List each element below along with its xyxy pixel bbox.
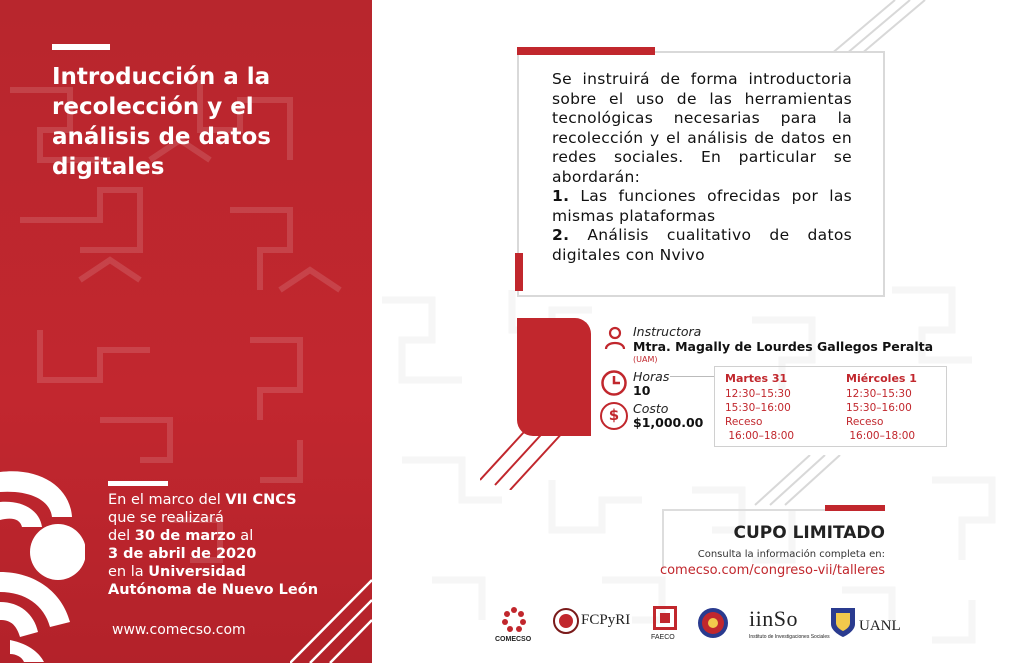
sponsor-logos <box>495 600 915 650</box>
instructor-name: Mtra. Magally de Lourdes Gallegos Peralta <box>633 339 934 354</box>
fcpyri-seal-icon <box>553 608 579 634</box>
instructor-institution: (UAM) <box>633 355 658 364</box>
comecso-logo-icon <box>501 606 527 634</box>
uanl-logo-text: UANL <box>859 618 901 634</box>
iinso-logo-text: iinSo <box>749 606 798 631</box>
fcpyri-logo-text: FCPyRI <box>581 612 631 628</box>
schedule-slot: 15:30–16:00 <box>725 402 791 414</box>
clock-icon <box>600 369 628 397</box>
event-info: En el marco del VII CNCS que se realizará del 30 de marzo al 3 de abril de 2020 en la Universidad Autónoma de Nuevo León <box>108 492 319 598</box>
description-accent-side <box>515 253 523 291</box>
schedule-slot: Receso <box>846 416 884 428</box>
faeco-logo-text: FAECO <box>651 634 675 641</box>
schedule-day-label: Miércoles 1 <box>846 372 917 385</box>
schedule-slot: 12:30–15:30 <box>846 388 912 400</box>
iinso-logo-subtitle: Instituto de Investigaciones Sociales <box>749 634 830 640</box>
schedule-slot: Receso <box>725 416 763 428</box>
faeco-logo-icon <box>653 606 677 630</box>
talleres-link[interactable]: comecso.com/congreso-vii/talleres <box>659 563 885 578</box>
description-text: Se instruirá de forma introductoria sobre el uso de las herramientas tecnológicas necesarias para la recolección y el análisis de datos en redes sociales. En particular se abordarán: 1. Las funciones ofrecidas por las mismas plataformas 2. Análisis cualitativo de datos digitales con Nvivo <box>552 70 852 264</box>
hours-label: Horas <box>633 369 670 384</box>
cupo-subtitle: Consulta la información completa en: <box>697 549 885 560</box>
diagonal-lines-middle <box>750 455 860 510</box>
schedule-slot: 12:30–15:30 <box>725 388 791 400</box>
event-accent-bar <box>108 481 168 486</box>
cupo-accent-bar <box>825 505 885 511</box>
corner-decoration <box>290 560 372 663</box>
uanl-shield-icon <box>829 606 857 638</box>
schedule-slot: 16:00–18:00 <box>846 430 916 442</box>
description-accent-top <box>517 47 655 55</box>
website-link[interactable]: www.comecso.com <box>112 622 246 638</box>
cupo-frame-top <box>662 509 826 511</box>
person-icon <box>604 326 626 350</box>
cost-value: $1,000.00 <box>633 415 704 430</box>
instructor-label: Instructora <box>633 324 702 339</box>
workshop-title: Introducción a la recolección y el análisis de datos digitales <box>52 64 271 180</box>
schedule-day-2 <box>846 372 917 443</box>
dollar-icon: $ <box>600 402 628 430</box>
cupo-title: CUPO LIMITADO <box>733 523 885 543</box>
schedule-slot: 16:00–18:00 <box>725 430 795 442</box>
hours-connector-line <box>670 376 714 377</box>
comecso-c-logo-icon <box>0 462 85 662</box>
comecso-logo-text: COMECSO <box>495 636 532 643</box>
info-accent-block <box>517 318 591 436</box>
left-panel <box>0 0 372 663</box>
schedule-day-1 <box>725 372 794 443</box>
schedule-slot: 15:30–16:00 <box>846 402 912 414</box>
schedule-day-label: Martes 31 <box>725 372 788 385</box>
title-accent-bar <box>52 44 110 50</box>
university-seal-icon <box>697 607 729 639</box>
hours-value: 10 <box>633 383 651 398</box>
cost-label: Costo <box>633 401 669 416</box>
